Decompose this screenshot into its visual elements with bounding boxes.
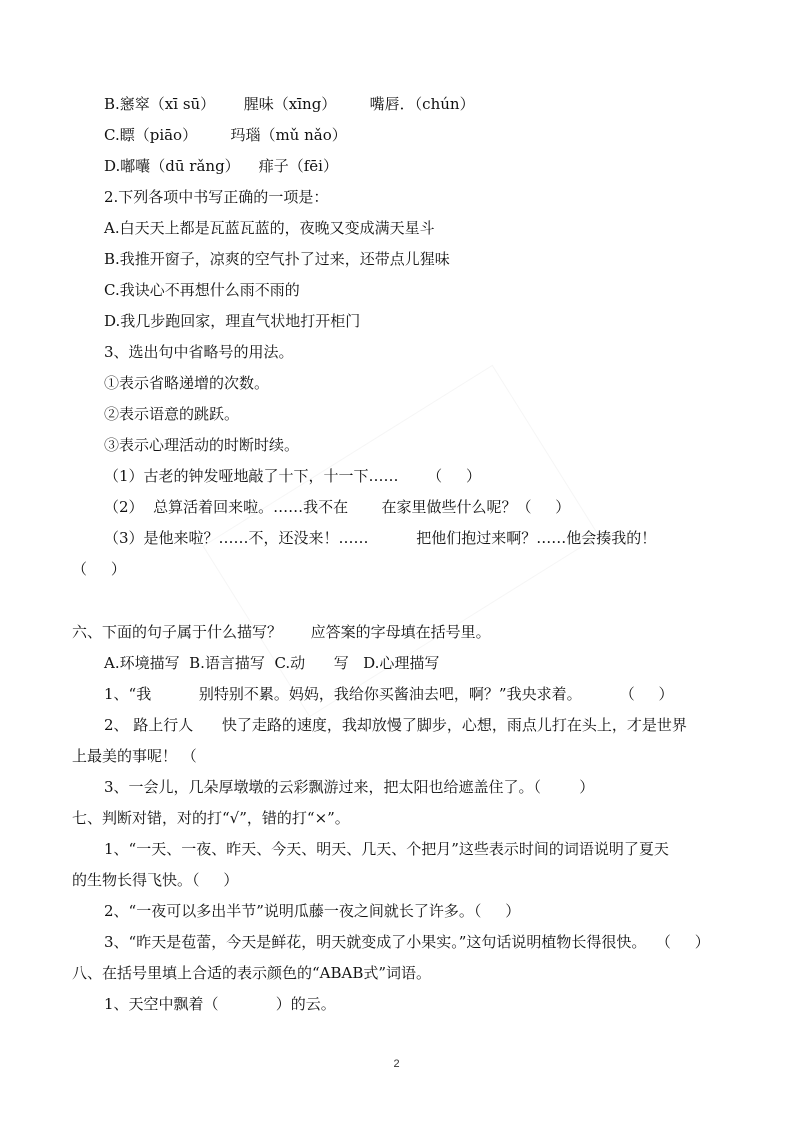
- q3-usage-1: ①表示省略递增的次数。: [104, 374, 270, 392]
- q3-item-1: （1）古老的钟发哑地敲了十下，十一下…… （ ）: [104, 467, 481, 485]
- section-6-options: A.环境描写 B.语言描写 C.动 写 D.心理描写: [104, 654, 440, 672]
- section-6-item-2: 2、 路上行人 快了走路的速度，我却放慢了脚步，心想，雨点儿打在头上，才是世界: [104, 716, 687, 734]
- option-b-pinyin: B.窸窣（xī sū） 腥味（xīng） 嘴唇．（chún）: [104, 95, 475, 113]
- page-number: 2: [393, 1058, 400, 1070]
- q2-option-d: D.我几步跑回家，理直气状地打开柜门: [104, 312, 361, 330]
- section-7-item-1: 1、“一天、一夜、昨天、今天、明天、几天、个把月”这些表示时间的词语说明了夏天: [104, 840, 669, 858]
- q2-option-b: B.我推开窗子，凉爽的空气扑了过来，还带点儿猩味: [104, 250, 450, 268]
- q2-option-a: A.白天天上都是瓦蓝瓦蓝的，夜晚又变成满天星斗: [104, 219, 435, 237]
- q3-item-2: （2） 总算活着回来啦。……我不在 在家里做些什么呢？（ ）: [104, 498, 571, 516]
- section-7-item-1-cont: 的生物长得飞快。（ ）: [72, 871, 239, 889]
- section-6-item-2-cont: 上最美的事呢！ （: [72, 747, 197, 765]
- q3-item-3-blank: （ ）: [72, 560, 126, 578]
- section-8-item-1: 1、天空中飘着（ ）的云。: [104, 995, 336, 1013]
- q3-usage-2: ②表示语意的跳跃。: [104, 405, 240, 423]
- section-7-item-3: 3、“昨天是苞蕾，今天是鲜花，明天就变成了小果实。”这句话说明植物长得很快。 （ ）: [104, 933, 710, 951]
- section-8-heading: 八、在括号里填上合适的表示颜色的“ABAB式”词语。: [72, 964, 432, 982]
- q2-option-c: C.我诀心不再想什么雨不雨的: [104, 281, 300, 299]
- question-2: 2.下列各项中书写正确的一项是：: [104, 188, 329, 206]
- section-6-item-3: 3、一会儿，几朵厚墩墩的云彩飘游过来，把太阳也给遮盖住了。（ ）: [104, 778, 595, 796]
- q3-item-3: （3）是他来啦？……不，还没来！…… 把他们抱过来啊？……他会揍我的！: [104, 529, 657, 547]
- section-7-heading: 七、判断对错，对的打“√”，错的打“×”。: [72, 809, 350, 827]
- section-6-item-1: 1、“我 别特别不累。妈妈，我给你买酱油去吧，啊？”我央求着。 （ ）: [104, 685, 674, 703]
- option-c-pinyin: C.瞟（piāo） 玛瑙（mǔ nǎo）: [104, 126, 347, 144]
- option-d-pinyin: D.嘟囔（dū rǎng） 痱子（fēi）: [104, 157, 338, 175]
- section-6-heading: 六、下面的句子属于什么描写？ 应答案的字母填在括号里。: [72, 623, 491, 641]
- question-3: 3、选出句中省略号的用法。: [104, 343, 294, 361]
- section-7-item-2: 2、“一夜可以多出半节”说明瓜藤一夜之间就长了许多。（ ）: [104, 902, 521, 920]
- q3-usage-3: ③表示心理活动的时断时续。: [104, 436, 300, 454]
